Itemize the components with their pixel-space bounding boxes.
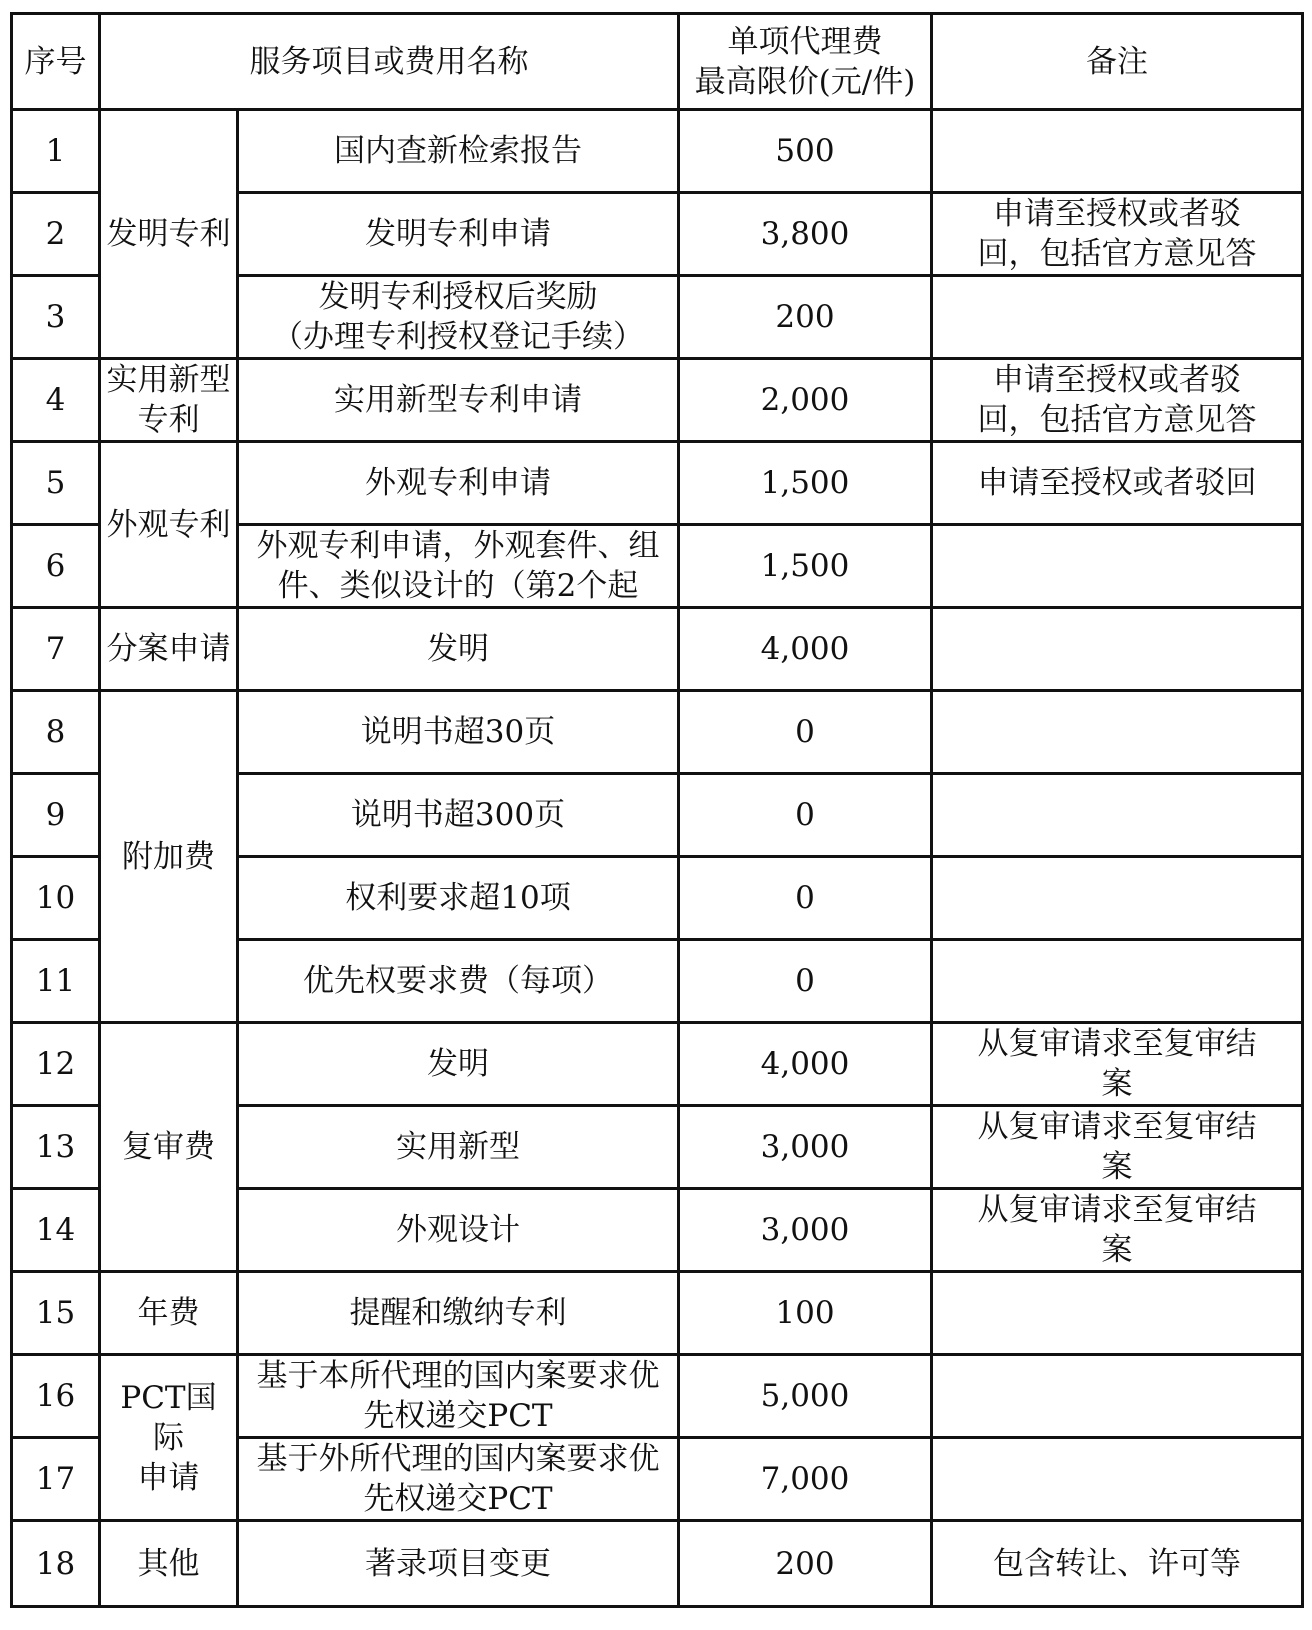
item-cell: 说明书超300页 (238, 774, 679, 857)
item-cell: 国内查新检索报告 (238, 110, 679, 193)
item-cell: 实用新型专利申请 (238, 359, 679, 442)
seq-cell: 4 (12, 359, 100, 442)
fee-cell: 200 (679, 1521, 932, 1607)
table-row (12, 1355, 1303, 1438)
remark-cell (932, 193, 1303, 276)
fee-cell: 0 (679, 691, 932, 774)
remark-cell (932, 608, 1303, 691)
item-line1: 外观专利申请，外观套件、组 (256, 528, 660, 564)
category-other: 其他 (100, 1521, 238, 1607)
seq-cell: 14 (12, 1189, 100, 1272)
category-utility-line2: 专利 (137, 402, 200, 438)
item-cell: 发明 (238, 1023, 679, 1106)
remark-line1: 从复审请求至复审结 (977, 1192, 1257, 1228)
seq-cell: 5 (12, 442, 100, 525)
remark-line1: 从复审请求至复审结 (977, 1026, 1257, 1062)
category-utility (100, 359, 238, 442)
remark-line1: 从复审请求至复审结 (977, 1109, 1257, 1145)
item-cell: 著录项目变更 (238, 1521, 679, 1607)
fee-cell: 5,000 (679, 1355, 932, 1438)
remark-cell (932, 940, 1303, 1023)
remark-cell (932, 359, 1303, 442)
item-line2: （办理专利授权登记手续） (272, 319, 644, 355)
header-fee (679, 14, 932, 110)
table-row (12, 110, 1303, 193)
seq-cell: 13 (12, 1106, 100, 1189)
remark-cell: 申请至授权或者驳回 (932, 442, 1303, 525)
category-pct-line2: 申请 (137, 1459, 200, 1496)
item-cell: 提醒和缴纳专利 (238, 1272, 679, 1355)
fee-cell: 0 (679, 857, 932, 940)
remark-line2: 回，包括官方意见答 (977, 236, 1257, 272)
fee-cell: 4,000 (679, 1023, 932, 1106)
fee-cell: 3,800 (679, 193, 932, 276)
item-cell (238, 525, 679, 608)
category-surcharge: 附加费 (100, 691, 238, 1023)
item-cell: 优先权要求费（每项） (238, 940, 679, 1023)
table-row (12, 1272, 1303, 1355)
seq-cell: 16 (12, 1355, 100, 1438)
seq-cell: 7 (12, 608, 100, 691)
remark-line1: 申请至授权或者驳 (993, 196, 1241, 232)
seq-cell: 3 (12, 276, 100, 359)
remark-cell (932, 1355, 1303, 1438)
seq-cell: 17 (12, 1438, 100, 1521)
remark-line2: 案 (1101, 1232, 1133, 1268)
header-remark: 备注 (932, 14, 1303, 110)
remark-line2: 回，包括官方意见答 (977, 402, 1257, 438)
remark-line2: 案 (1101, 1066, 1133, 1102)
table-row (12, 691, 1303, 774)
item-line1: 发明专利授权后奖励 (318, 279, 598, 315)
item-cell (238, 276, 679, 359)
header-item: 服务项目或费用名称 (100, 14, 679, 110)
remark-cell (932, 1023, 1303, 1106)
category-reexam: 复审费 (100, 1023, 238, 1272)
header-row (12, 14, 1303, 110)
remark-cell (932, 1438, 1303, 1521)
fee-cell: 1,500 (679, 525, 932, 608)
seq-cell: 15 (12, 1272, 100, 1355)
item-cell (238, 1438, 679, 1521)
remark-cell (932, 691, 1303, 774)
item-cell: 发明专利申请 (238, 193, 679, 276)
item-cell: 外观专利申请 (238, 442, 679, 525)
seq-cell: 9 (12, 774, 100, 857)
seq-cell: 8 (12, 691, 100, 774)
fee-cell: 200 (679, 276, 932, 359)
fee-cell: 3,000 (679, 1189, 932, 1272)
seq-cell: 2 (12, 193, 100, 276)
item-cell: 外观设计 (238, 1189, 679, 1272)
item-cell (238, 1355, 679, 1438)
seq-cell: 1 (12, 110, 100, 193)
category-pct-line1: PCT国际 (120, 1379, 217, 1456)
fee-cell: 0 (679, 774, 932, 857)
seq-cell: 11 (12, 940, 100, 1023)
fee-cell: 4,000 (679, 608, 932, 691)
table-row (12, 608, 1303, 691)
remark-line1: 申请至授权或者驳 (993, 362, 1241, 398)
fee-cell: 3,000 (679, 1106, 932, 1189)
table-row (12, 1521, 1303, 1607)
header-seq: 序号 (12, 14, 100, 110)
table-row (12, 442, 1303, 525)
remark-cell (932, 1106, 1303, 1189)
fee-table (10, 12, 1304, 1608)
category-invention: 发明专利 (100, 110, 238, 359)
remark-cell (932, 1272, 1303, 1355)
item-line2: 先权递交PCT (363, 1481, 553, 1517)
category-utility-line1: 实用新型 (106, 362, 231, 398)
header-fee-line2: 最高限价(元/件) (694, 63, 916, 100)
item-cell: 说明书超30页 (238, 691, 679, 774)
table-row (12, 1023, 1303, 1106)
seq-cell: 18 (12, 1521, 100, 1607)
category-divisional: 分案申请 (100, 608, 238, 691)
fee-cell: 100 (679, 1272, 932, 1355)
remark-cell: 包含转让、许可等 (932, 1521, 1303, 1607)
fee-cell: 1,500 (679, 442, 932, 525)
category-design: 外观专利 (100, 442, 238, 608)
item-line1: 基于外所代理的国内案要求优 (256, 1441, 660, 1477)
table-row (12, 359, 1303, 442)
category-pct (100, 1355, 238, 1521)
seq-cell: 12 (12, 1023, 100, 1106)
item-line2: 先权递交PCT (363, 1398, 553, 1434)
seq-cell: 10 (12, 857, 100, 940)
remark-cell (932, 857, 1303, 940)
remark-cell (932, 1189, 1303, 1272)
remark-cell (932, 525, 1303, 608)
seq-cell: 6 (12, 525, 100, 608)
remark-cell (932, 276, 1303, 359)
fee-cell: 500 (679, 110, 932, 193)
fee-cell: 0 (679, 940, 932, 1023)
fee-cell: 7,000 (679, 1438, 932, 1521)
remark-cell (932, 774, 1303, 857)
item-line2: 件、类似设计的（第2个起 (277, 568, 639, 604)
category-annual: 年费 (100, 1272, 238, 1355)
remark-line2: 案 (1101, 1149, 1133, 1185)
item-cell: 权利要求超10项 (238, 857, 679, 940)
header-fee-line1: 单项代理费 (727, 23, 883, 60)
fee-cell: 2,000 (679, 359, 932, 442)
remark-cell (932, 110, 1303, 193)
item-cell: 发明 (238, 608, 679, 691)
item-cell: 实用新型 (238, 1106, 679, 1189)
item-line1: 基于本所代理的国内案要求优 (256, 1358, 660, 1394)
